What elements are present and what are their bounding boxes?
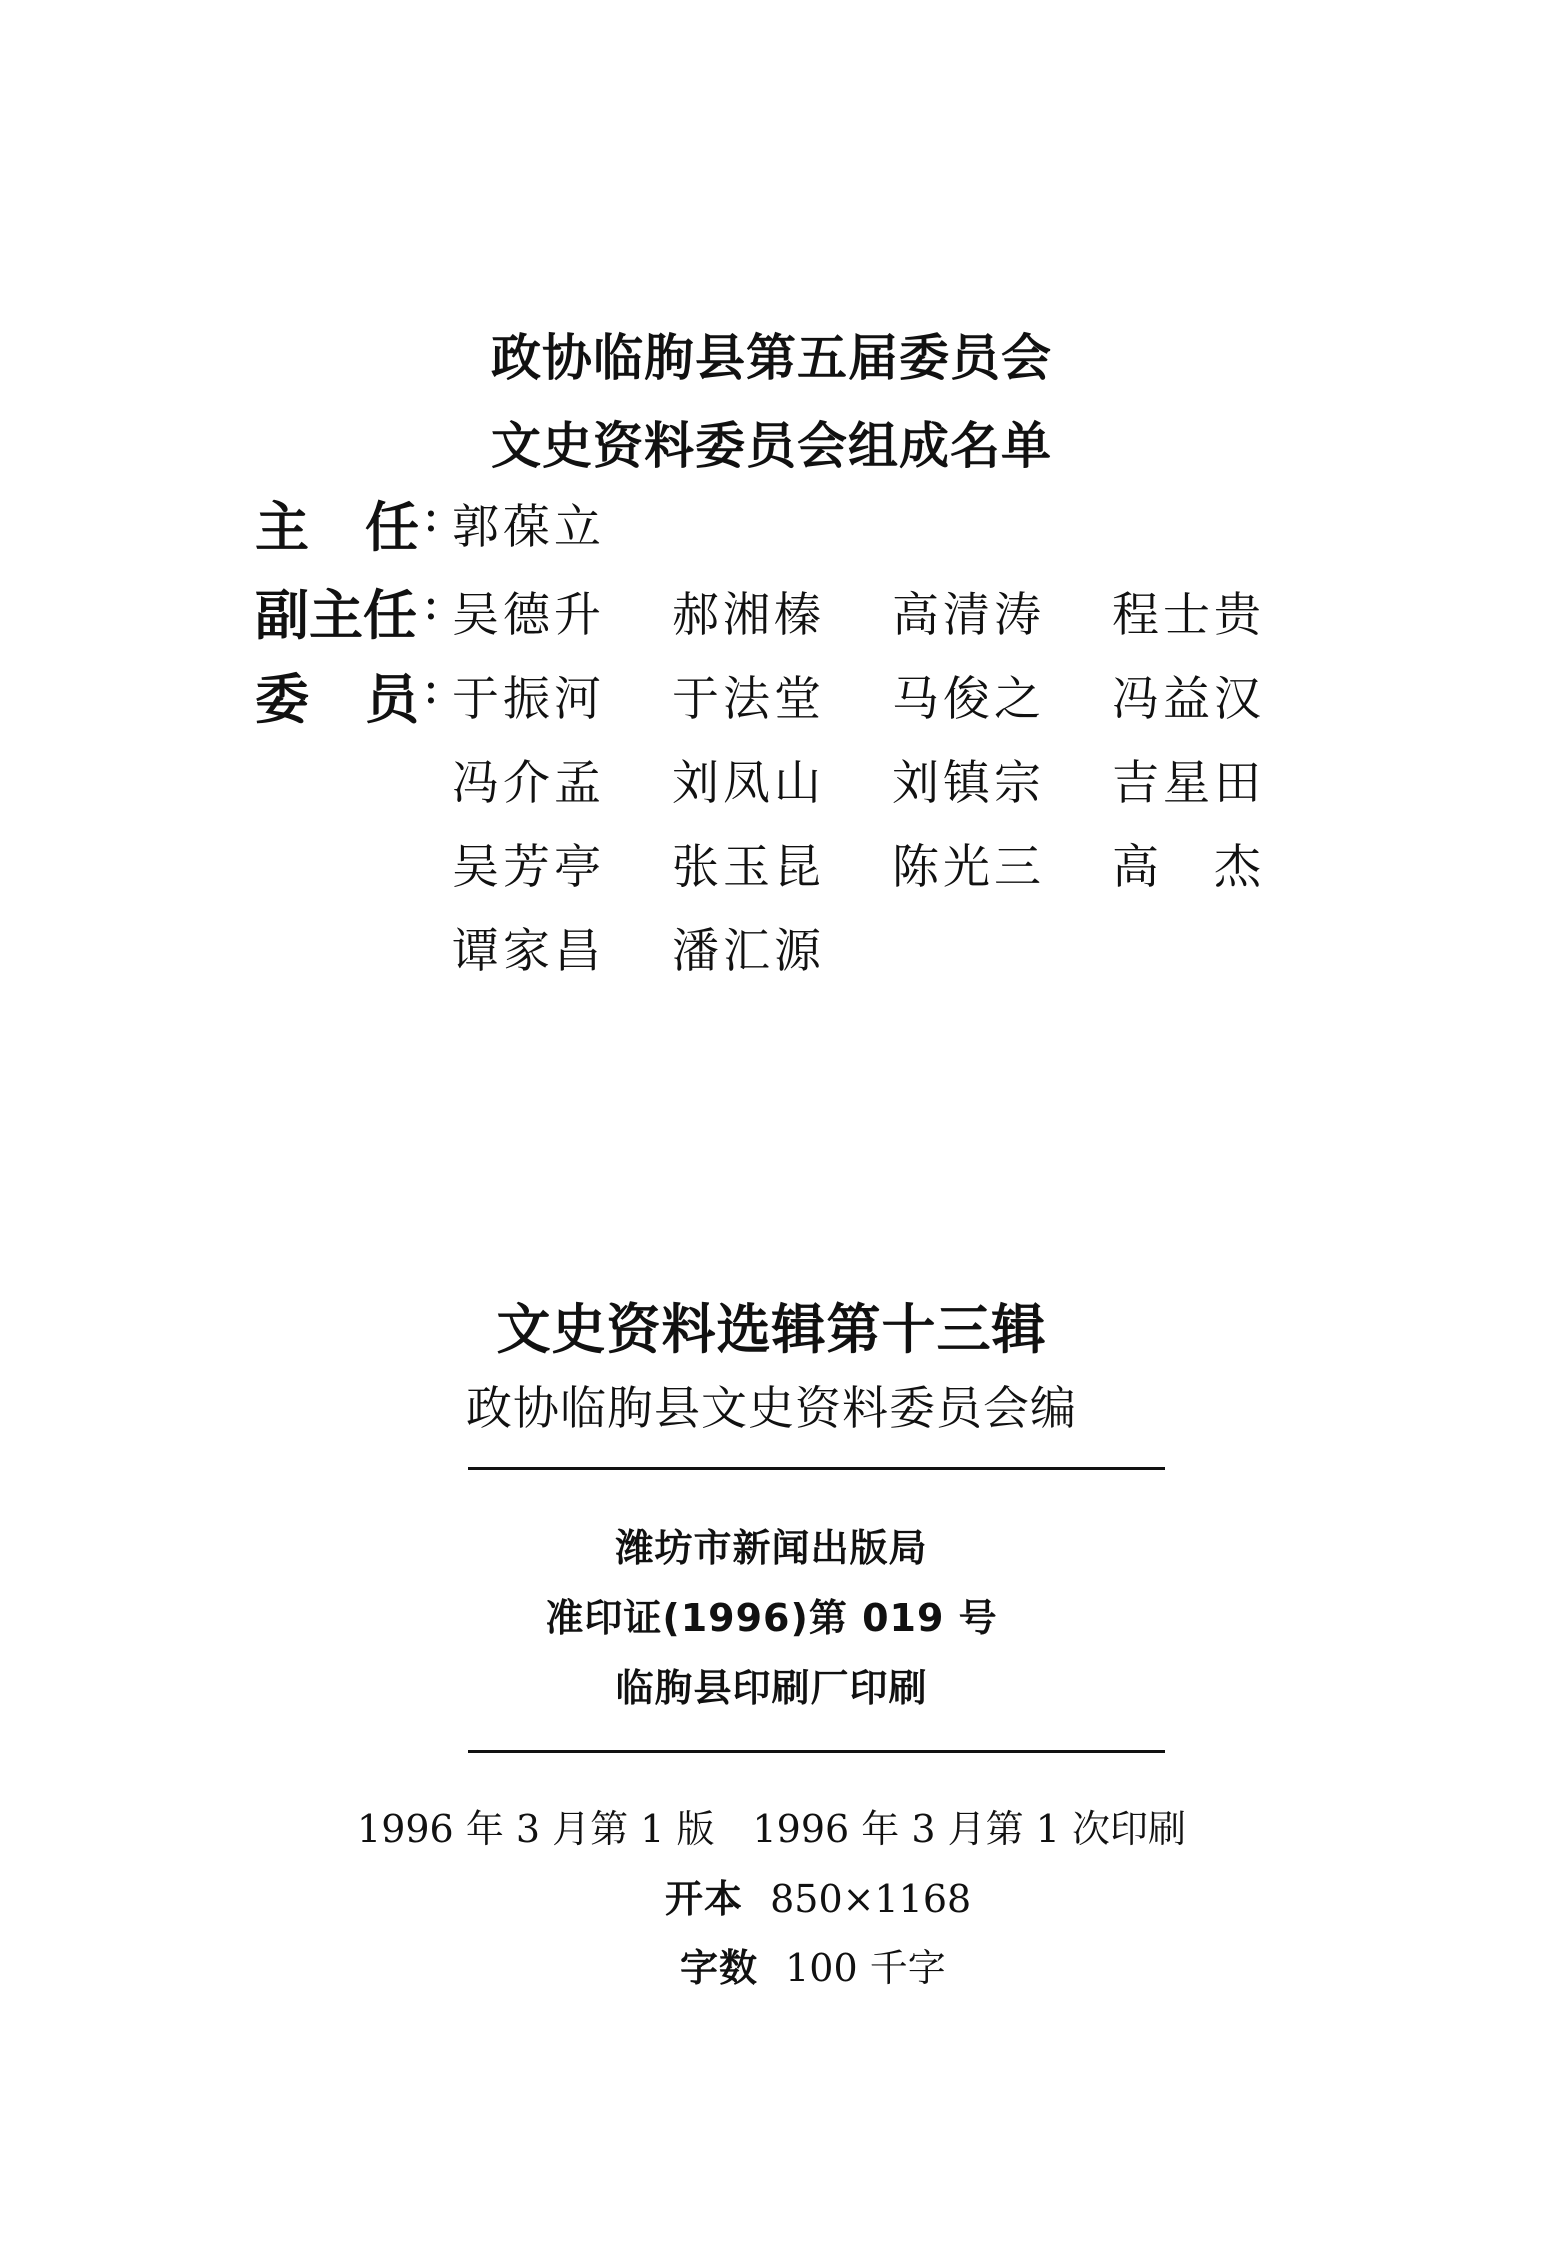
role-vice-director: 副主任 <box>255 584 417 647</box>
approver-line: 潍坊市新闻出版局 <box>615 1526 928 1570</box>
edition-line: 1996 年 3 月第 1 版 1996 年 3 月第 1 次印刷 <box>357 1807 1186 1851</box>
role-member-char2: 员 <box>365 668 419 731</box>
member-name: 马俊之 <box>892 672 1045 727</box>
vice-director-name: 吴德升 <box>452 588 605 643</box>
role-vice-director-colon: : <box>423 576 439 631</box>
format-line <box>665 1868 971 1923</box>
member-name: 陈光三 <box>892 840 1045 895</box>
member-name: 张玉昆 <box>672 840 825 895</box>
committee-title-line1: 政协临朐县第五届委员会 <box>491 329 1052 387</box>
member-name: 吴芳亭 <box>452 840 605 895</box>
role-director-char2: 任 <box>365 496 419 559</box>
divider-bottom <box>468 1750 1165 1753</box>
member-name: 冯介孟 <box>452 756 605 811</box>
printer-line: 临朐县印刷厂印刷 <box>615 1666 928 1710</box>
role-director-colon: : <box>423 488 439 543</box>
permit-line: 准印证(1996)第 019 号 <box>545 1596 998 1640</box>
member-name: 吉星田 <box>1112 756 1265 811</box>
member-name: 于振河 <box>452 672 605 727</box>
vice-director-name: 郝湘榛 <box>672 588 825 643</box>
role-member-colon: : <box>423 660 439 715</box>
editor-line: 政协临朐县文史资料委员会编 <box>466 1381 1077 1435</box>
format-label: 开本 <box>665 1877 744 1921</box>
member-name: 谭家昌 <box>452 924 605 979</box>
book-title: 文史资料选辑第十三辑 <box>496 1298 1047 1361</box>
member-name: 冯益汉 <box>1112 672 1265 727</box>
committee-title-line2: 文史资料委员会组成名单 <box>491 417 1052 475</box>
member-name: 于法堂 <box>672 672 825 727</box>
director-name: 郭葆立 <box>452 500 605 555</box>
member-name: 潘汇源 <box>672 924 825 979</box>
wordcount-value: 100 千字 <box>785 1946 946 1990</box>
wordcount-line <box>680 1937 946 1992</box>
vice-director-name: 高清涛 <box>892 588 1045 643</box>
vice-director-name: 程士贵 <box>1112 588 1265 643</box>
divider-top <box>468 1467 1165 1470</box>
member-name: 高 杰 <box>1112 840 1265 895</box>
role-director-char1: 主 <box>255 496 309 559</box>
wordcount-label: 字数 <box>680 1946 759 1990</box>
format-value: 850×1168 <box>770 1877 972 1921</box>
role-member-char1: 委 <box>255 668 309 731</box>
member-name: 刘凤山 <box>672 756 825 811</box>
member-name: 刘镇宗 <box>892 756 1045 811</box>
